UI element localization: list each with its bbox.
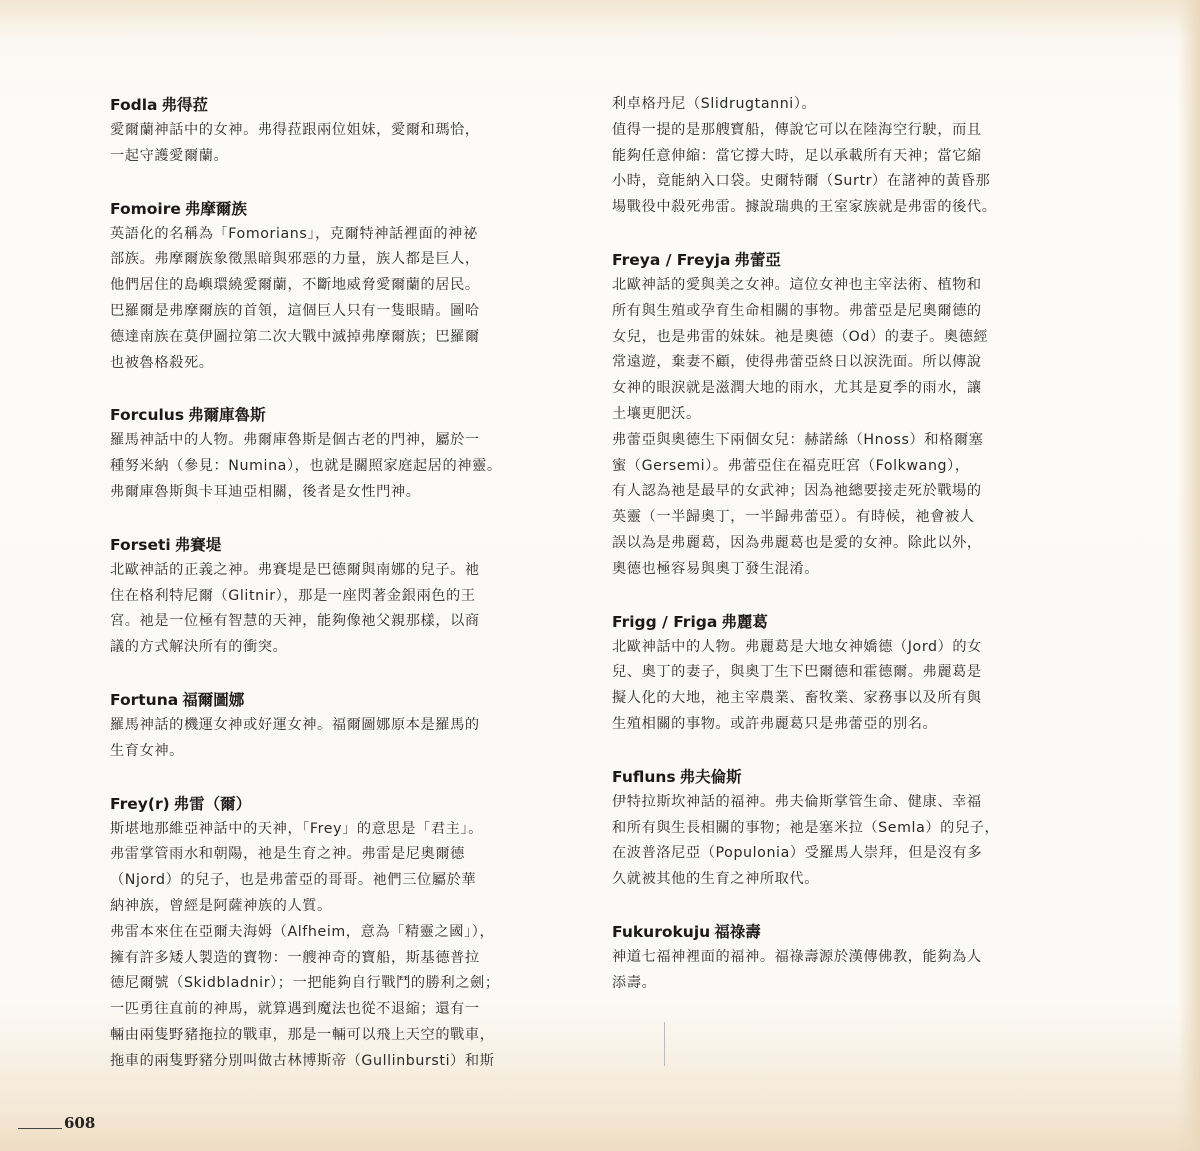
entry-heading xyxy=(110,402,570,428)
entry-line: 議的方式解決所有的衝突。 xyxy=(110,639,288,656)
entry-line: 德達南族在莫伊圖拉第二次大戰中滅掉弗摩爾族；巴羅爾 xyxy=(110,328,480,345)
entry-term-chinese: 弗麗葛 xyxy=(721,612,768,631)
entry-line: 在波普洛尼亞（Populonia）受羅馬人崇拜，但是沒有多 xyxy=(612,845,983,862)
entry-line: 羅馬神話的機運女神或好運女神。福爾圖娜原本是羅馬的 xyxy=(110,716,480,733)
entry-line: 所有與生殖或孕育生命相關的事物。弗蕾亞是尼奧爾德的 xyxy=(612,302,982,319)
entry-heading xyxy=(612,764,1072,790)
entry-line: 羅馬神話中的人物。弗爾庫魯斯是個古老的門神，屬於一 xyxy=(110,432,480,449)
entry-line: 英靈（一半歸奧丁，一半歸弗蕾亞）。有時候，祂會被人 xyxy=(612,509,975,526)
entry-line: 北歐神話中的人物。弗麗葛是大地女神嬌德（Jord）的女 xyxy=(612,638,982,655)
glossary-entry xyxy=(110,92,570,170)
entry-spacer xyxy=(110,765,570,791)
glossary-entry xyxy=(110,791,570,1075)
entry-spacer xyxy=(612,583,1072,609)
entry-spacer xyxy=(110,661,570,687)
entry-line: 部族。弗摩爾族象徵黑暗與邪惡的力量，族人都是巨人， xyxy=(110,251,480,268)
entry-line: 一匹勇往直前的神馬，就算遇到魔法也從不退縮；還有一 xyxy=(110,1001,480,1018)
entry-term: Forseti xyxy=(110,535,171,554)
entry-line: 種努米納（參見：Numina），也就是關照家庭起居的神靈。 xyxy=(110,458,502,475)
entry-line: 添壽。 xyxy=(612,974,657,991)
entry-term: Fomoire xyxy=(110,199,181,218)
entry-line: 輛由兩隻野豬拖拉的戰車，那是一輛可以飛上天空的戰車， xyxy=(110,1026,495,1043)
entry-spacer xyxy=(110,506,570,532)
entry-term: Fodla xyxy=(110,96,158,114)
entry-heading xyxy=(110,92,570,118)
entry-line: 兒、奧丁的妻子，與奧丁生下巴爾德和霍德爾。弗麗葛是 xyxy=(612,664,982,681)
entry-term: Frigg / Friga xyxy=(612,612,718,631)
entry-line: 生殖相關的事物。或許弗麗葛只是弗蕾亞的別名。 xyxy=(612,715,938,732)
entry-heading xyxy=(110,532,570,558)
entry-spacer xyxy=(612,893,1072,919)
entry-body xyxy=(612,92,1072,221)
entry-line: 弗蕾亞與奧德生下兩個女兒：赫諾絲（Hnoss）和格爾塞 xyxy=(612,431,984,448)
glossary-entry xyxy=(110,402,570,505)
entry-body xyxy=(110,428,570,505)
entry-line: 奧德也極容易與奧丁發生混淆。 xyxy=(612,560,820,577)
entry-line: 巴羅爾是弗摩爾族的首領，這個巨人只有一隻眼睛。圖哈 xyxy=(110,302,480,319)
entry-term-chinese: 弗賽堤 xyxy=(174,535,222,554)
entry-line: 拖車的兩隻野豬分別叫做古林博斯帝（Gullinbursti）和斯 xyxy=(110,1052,495,1069)
entry-line: 土壤更肥沃。 xyxy=(612,405,701,422)
entry-line: 一起守護愛爾蘭。 xyxy=(110,147,229,164)
entry-spacer xyxy=(110,376,570,402)
glossary-entry xyxy=(612,92,1072,221)
entry-term-chinese: 弗蕾亞 xyxy=(734,250,781,269)
entry-term: Freya / Freyja xyxy=(612,250,731,269)
right-column xyxy=(612,92,1072,997)
entry-line: 擁有許多矮人製造的寶物：一艘神奇的寶船，斯基德普拉 xyxy=(110,949,480,966)
entry-line: 住在格利特尼爾（Glitnir），那是一座閃著金銀兩色的王 xyxy=(110,587,476,604)
entry-term-chinese: 弗得菈 xyxy=(161,96,208,114)
entry-line: 和所有與生長相關的事物；祂是塞米拉（Semla）的兒子， xyxy=(612,819,1000,836)
left-column xyxy=(110,92,570,1075)
entry-body xyxy=(612,273,1072,583)
entry-term: Fufluns xyxy=(612,767,676,786)
entry-term-chinese: 福爾圖娜 xyxy=(182,690,245,709)
entry-line: 弗雷本來住在亞爾夫海姆（Alfheim，意為「精靈之國」）， xyxy=(110,923,495,940)
entry-line: 伊特拉斯坎神話的福神。弗夫倫斯掌管生命、健康、幸福 xyxy=(612,793,982,810)
entry-line: 擬人化的大地，祂主宰農業、畜牧業、家務事以及所有與 xyxy=(612,690,982,707)
page-number-rule xyxy=(18,1128,62,1129)
entry-line: 有人認為祂是最早的女武神；因為祂總要接走死於戰場的 xyxy=(612,483,982,500)
entry-line: 久就被其他的生育之神所取代。 xyxy=(612,871,820,888)
entry-line: 他們居住的島嶼環繞愛爾蘭，不斷地威脅愛爾蘭的居民。 xyxy=(110,277,480,294)
entry-line: 北歐神話的正義之神。弗賽堤是巴德爾與南娜的兒子。祂 xyxy=(110,561,480,578)
entry-term: Fortuna xyxy=(110,690,179,709)
entry-term-chinese: 弗雷（爾） xyxy=(173,794,252,813)
entry-spacer xyxy=(110,170,570,196)
entry-line: 也被魯格殺死。 xyxy=(110,354,214,371)
entry-line: 納神族，曾經是阿薩神族的人質。 xyxy=(110,897,332,914)
entry-line: 值得一提的是那艘寶船，傳說它可以在陸海空行駛，而且 xyxy=(612,121,982,138)
entry-line: 女兒，也是弗雷的妹妹。祂是奧德（Od）的妻子。奧德經 xyxy=(612,328,989,345)
entry-term-chinese: 弗摩爾族 xyxy=(184,199,247,218)
entry-spacer xyxy=(612,221,1072,247)
page-edge-shadow xyxy=(1178,0,1200,1151)
entry-line: 愛爾蘭神話中的女神。弗得菈跟兩位姐妹，愛爾和瑪恰， xyxy=(110,122,480,138)
glossary-entry xyxy=(612,609,1072,738)
entry-line: 神道七福神裡面的福神。福祿壽源於漢傳佛教，能夠為人 xyxy=(612,948,982,965)
entry-line: 小時，竟能納入口袋。史爾特爾（Surtr）在諸神的黃昏那 xyxy=(612,173,991,190)
entry-term: Forculus xyxy=(110,406,185,425)
entry-heading xyxy=(612,247,1072,273)
entry-body xyxy=(612,635,1072,738)
entry-body xyxy=(110,118,570,170)
glossary-entry xyxy=(110,532,570,661)
entry-line: 常遠遊，棄妻不顧，使得弗蕾亞終日以淚洗面。所以傳說 xyxy=(612,354,982,371)
entry-line: 女神的眼淚就是滋潤大地的雨水，尤其是夏季的雨水，讓 xyxy=(612,380,982,397)
entry-body xyxy=(612,945,1072,997)
glossary-entry xyxy=(110,196,570,377)
entry-body xyxy=(110,222,570,377)
entry-line: 利卓格丹尼（Slidrugtanni）。 xyxy=(612,96,817,112)
entry-line: 弗爾庫魯斯與卡耳迪亞相關，後者是女性門神。 xyxy=(110,483,421,500)
entry-term-chinese: 福祿壽 xyxy=(714,922,761,941)
entry-line: 斯堪地那維亞神話中的天神，「Frey」的意思是「君主」。 xyxy=(110,820,483,837)
entry-line: 蜜（Gersemi）。弗蕾亞住在福克旺宮（Folkwang）， xyxy=(612,457,970,474)
entry-line: 場戰役中殺死弗雷。據說瑞典的王室家族就是弗雷的後代。 xyxy=(612,199,997,216)
entry-term-chinese: 弗爾庫魯斯 xyxy=(188,406,266,425)
entry-heading xyxy=(612,919,1072,945)
page-number: 608 xyxy=(64,1114,96,1132)
entry-line: 誤以為是弗麗葛，因為弗麗葛也是愛的女神。除此以外， xyxy=(612,534,982,551)
entry-line: 生育女神。 xyxy=(110,742,184,759)
entry-heading xyxy=(110,196,570,222)
entry-heading xyxy=(110,791,570,817)
entry-body xyxy=(612,790,1072,893)
entry-line: 宮。祂是一位極有智慧的天神，能夠像祂父親那樣，以商 xyxy=(110,613,480,630)
entry-body xyxy=(110,713,570,765)
entry-line: 弗雷掌管雨水和朝陽，祂是生育之神。弗雷是尼奧爾德 xyxy=(110,846,465,863)
entry-term: Frey(r) xyxy=(110,794,170,813)
entry-line: 能夠任意伸縮：當它撐大時，足以承載所有天神；當它縮 xyxy=(612,147,982,164)
entry-term: Fukurokuju xyxy=(612,922,711,941)
entry-line: 英語化的名稱為「Fomorians」，克爾特神話裡面的神祕 xyxy=(110,225,478,242)
glossary-entry xyxy=(110,687,570,765)
entry-body xyxy=(110,558,570,661)
entry-heading xyxy=(110,687,570,713)
margin-mark xyxy=(664,1022,665,1066)
entry-heading xyxy=(612,609,1072,635)
glossary-entry xyxy=(612,919,1072,997)
entry-spacer xyxy=(612,738,1072,764)
entry-body xyxy=(110,817,570,1075)
glossary-entry xyxy=(612,764,1072,893)
entry-term-chinese: 弗夫倫斯 xyxy=(679,767,742,786)
glossary-entry xyxy=(612,247,1072,583)
entry-line: 北歐神話的愛與美之女神。這位女神也主宰法術、植物和 xyxy=(612,276,982,293)
entry-line: 德尼爾號（Skidbladnir）；一把能夠自行戰鬥的勝利之劍； xyxy=(110,975,500,992)
entry-line: （Njord）的兒子，也是弗蕾亞的哥哥。祂們三位屬於華 xyxy=(110,872,477,889)
